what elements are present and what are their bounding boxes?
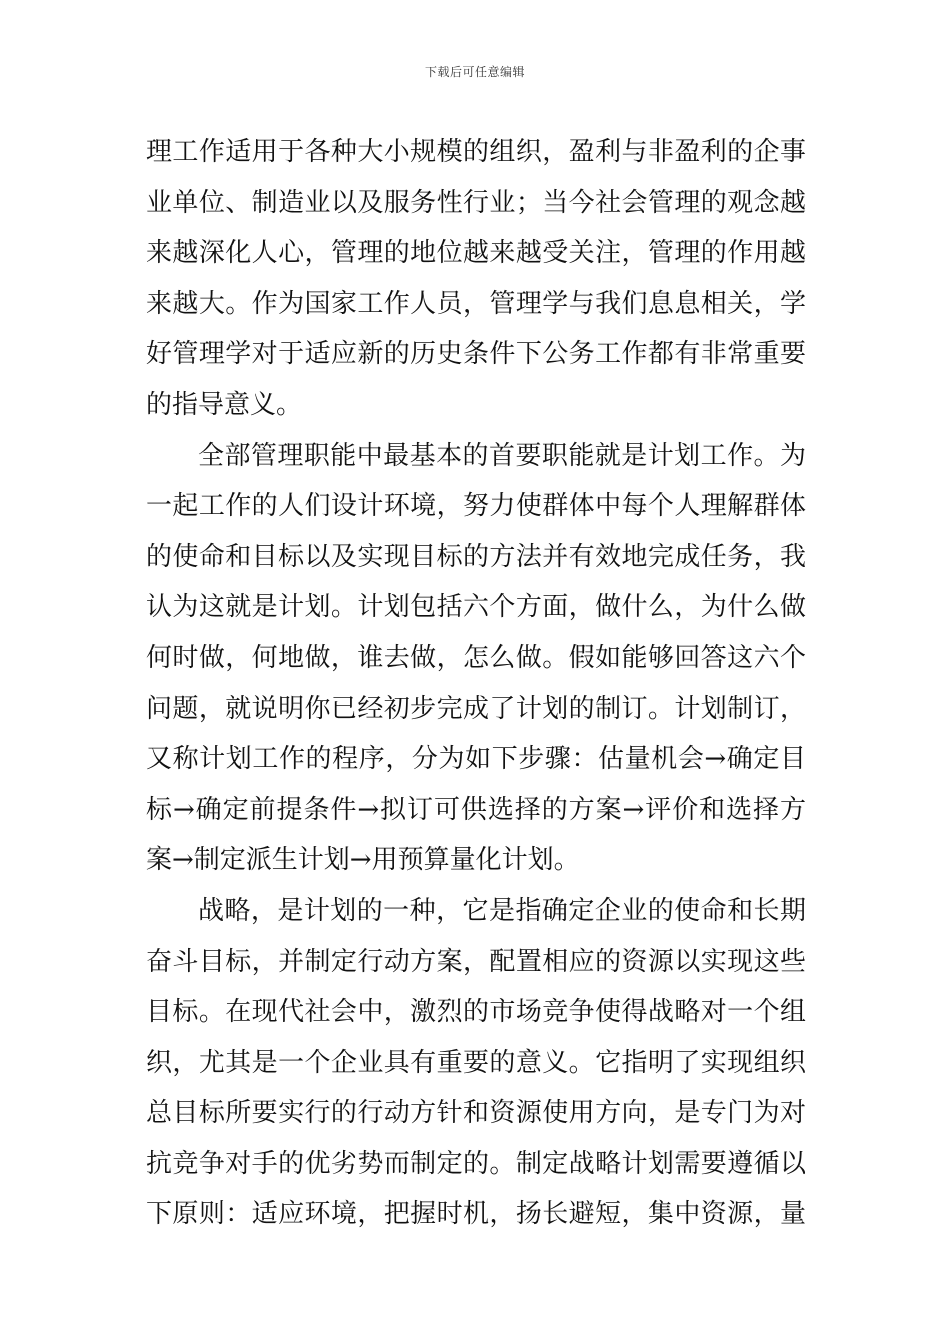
text-line: 好管理学对于适应新的历史条件下公务工作都有非常重要 — [146, 339, 806, 370]
text-line: 认为这就是计划。计划包括六个方面，做什么，为什么做 — [146, 592, 806, 623]
text-line: 问题，就说明你已经初步完成了计划的制订。计划制订， — [146, 693, 806, 724]
paragraph-3 — [146, 886, 806, 1240]
text-line: 织，尤其是一个企业具有重要的意义。它指明了实现组织 — [146, 1047, 806, 1078]
text-line: 理工作适用于各种大小规模的组织，盈利与非盈利的企事 — [146, 137, 806, 167]
text-line: 一起工作的人们设计环境，努力使群体中每个人理解群体 — [146, 491, 806, 522]
text-line: 案→制定派生计划→用预算量化计划。 — [146, 845, 580, 876]
text-line: 的使命和目标以及实现目标的方法并有效地完成任务，我 — [146, 541, 806, 572]
text-line: 的指导意义。 — [146, 389, 303, 420]
text-line: 下原则：适应环境，把握时机，扬长避短，集中资源，量 — [146, 1199, 806, 1230]
text-line: 总目标所要实行的行动方针和资源使用方向，是专门为对 — [146, 1098, 806, 1129]
text-line: 标→确定前提条件→拟订可供选择的方案→评价和选择方 — [146, 794, 806, 825]
text-line: 全部管理职能中最基本的首要职能就是计划工作。为 — [198, 440, 806, 471]
text-line: 奋斗目标，并制定行动方案，配置相应的资源以实现这些 — [146, 946, 806, 977]
text-line: 抗竞争对手的优劣势而制定的。制定战略计划需要遵循以 — [146, 1148, 806, 1179]
document-body — [146, 127, 806, 1240]
text-line: 何时做，何地做，谁去做，怎么做。假如能够回答这六个 — [146, 642, 806, 673]
text-line: 目标。在现代社会中，激烈的市场竞争使得战略对一个组 — [146, 997, 806, 1028]
text-line: 战略，是计划的一种，它是指确定企业的使命和长期 — [198, 895, 806, 926]
text-line: 业单位、制造业以及服务性行业；当今社会管理的观念越 — [146, 187, 806, 218]
page-header: 下载后可任意编辑 — [424, 65, 525, 79]
paragraph-2 — [146, 431, 806, 886]
text-line: 又称计划工作的程序，分为如下步骤：估量机会→确定目 — [146, 744, 806, 775]
text-line: 来越深化人心，管理的地位越来越受关注，管理的作用越 — [146, 238, 806, 269]
paragraph-1 — [146, 127, 806, 431]
text-line: 来越大。作为国家工作人员，管理学与我们息息相关，学 — [146, 288, 806, 319]
